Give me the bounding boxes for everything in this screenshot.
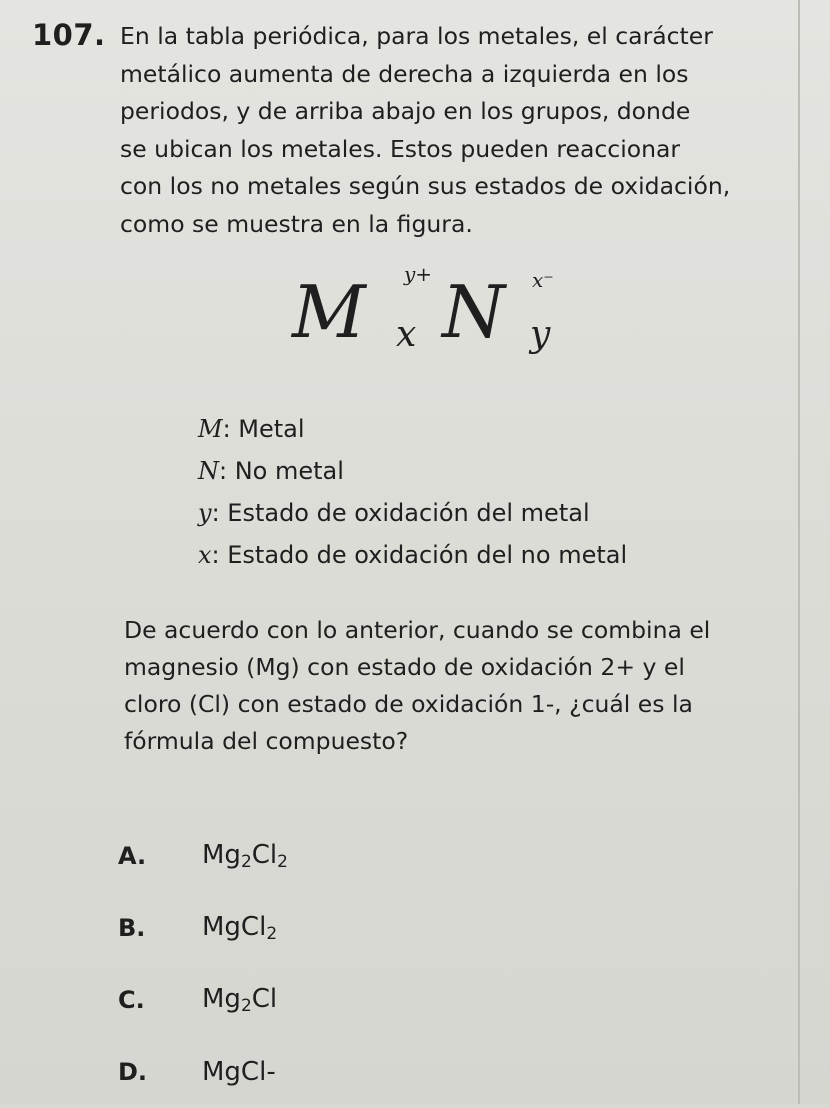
page-edge-divider [798,0,800,1104]
option-letter: C. [118,986,145,1014]
option-formula: MgCl$_2$ [202,912,278,944]
legend-symbol: M [198,415,223,443]
stem-line: metálico aumenta de derecha a izquierda en los [120,59,689,88]
stem-line: se ubican los metales. Estos pueden reaccionar [120,134,681,163]
option-letter: B. [118,914,146,942]
legend-text: : No metal [219,457,344,485]
formula-nonmetal-superscript: x⁻ [532,268,554,292]
answer-options [118,820,288,1108]
option-d[interactable] [118,1036,288,1108]
legend-item [198,492,627,534]
prompt-line: cloro (Cl) con estado de oxidación 1-, ¿cuál es la [124,690,693,718]
option-a[interactable] [118,820,288,892]
option-c[interactable] [118,964,288,1036]
legend-item [198,450,627,492]
prompt-line: fórmula del compuesto? [124,727,409,755]
option-formula: $Mg_2Cl$ [202,984,278,1016]
formula-nonmetal-subscript: y [530,314,551,355]
legend-item [198,534,627,576]
question-number: 107. [32,18,106,52]
legend-symbol: y [198,499,212,527]
legend-text: : Estado de oxidación del metal [211,499,590,527]
legend-item [198,408,627,450]
legend-text: : Metal [222,415,305,443]
option-letter: D. [118,1058,148,1086]
prompt-line: magnesio (Mg) con estado de oxidación 2+ y el [124,653,685,681]
formula-metal-subscript: x [396,314,417,355]
formula-nonmetal-symbol: N [442,270,505,354]
option-formula: MgCl- [202,1057,276,1087]
formula-metal-symbol: M [292,270,366,354]
stem-line: periodos, y de arriba abajo en los grupos, donde [120,97,691,125]
option-letter: A. [118,842,147,870]
option-formula: $Mg_2Cl_2$ [202,840,288,872]
formula-metal-superscript: y+ [404,262,433,286]
stem-line: En la tabla periódica, para los metales, el carácter [120,22,713,50]
stem-line: con los no metales según sus estados de oxidación, [120,172,731,200]
prompt-line: De acuerdo con lo anterior, cuando se combina el [124,616,711,644]
formula-legend [198,408,627,576]
legend-text: : Estado de oxidación del no metal [211,541,628,569]
legend-symbol: N [198,457,219,485]
legend-symbol: x [198,541,212,569]
general-formula-figure [292,262,612,382]
stem-line: como se muestra en la figura. [120,209,473,238]
question-stem [120,18,780,243]
question-prompt [124,612,784,760]
option-b[interactable] [118,892,288,964]
